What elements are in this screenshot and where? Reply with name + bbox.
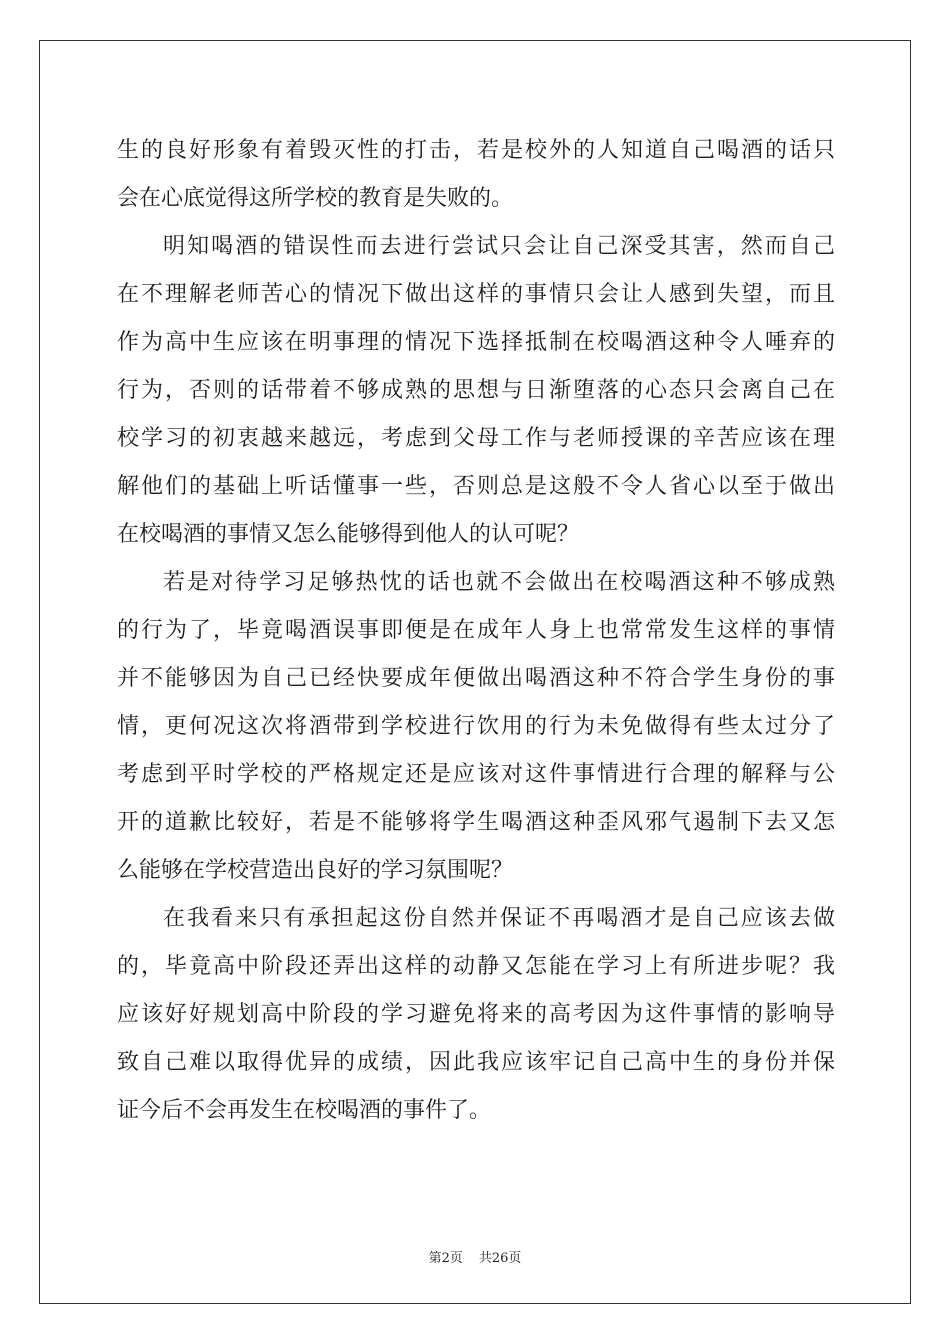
page-total: 共26页 [478,1251,522,1266]
paragraph [117,559,835,895]
text-line: 考虑到平时学校的严格规定还是应该对这件事情进行合理的解释与公 [117,762,835,787]
text-line: 若是对待学习足够热忱的话也就不会做出在校喝酒这种不够成熟 [163,570,835,595]
text-line: 在我看来只有承担起这份自然并保证不再喝酒才是自己应该去做 [163,906,835,931]
paragraph [117,223,835,559]
text-line: 在不理解老师苦心的情况下做出这样的事情只会让人感到失望，而且 [117,282,835,307]
text-line: 在校喝酒的事情又怎么能够得到他人的认可呢？ [117,522,580,547]
paragraph [117,127,835,223]
text-line: 校学习的初衷越来越远，考虑到父母工作与老师授课的辛苦应该在理 [117,426,835,451]
page-number: 第2页 [428,1251,463,1266]
text-line: 解他们的基础上听话懂事一些，否则总是这般不令人省心以至于做出 [117,474,835,499]
document-body [117,127,835,1135]
text-line: 生的良好形象有着毁灭性的打击，若是校外的人知道自己喝酒的话只 [117,138,835,163]
text-line: 的行为了，毕竟喝酒误事即便是在成年人身上也常常发生这样的事情 [117,618,835,643]
text-line: 情，更何况这次将酒带到学校进行饮用的行为未免做得有些太过分了 [117,714,835,739]
text-line: 的，毕竟高中阶段还弄出这样的动静又怎能在学习上有所进步呢？我 [117,954,835,979]
text-line: 行为，否则的话带着不够成熟的思想与日渐堕落的心态只会离自己在 [117,378,835,403]
text-line: 会在心底觉得这所学校的教育是失败的。 [117,186,514,211]
paragraph [117,895,835,1135]
text-line: 开的道歉比较好，若是不能够将学生喝酒这种歪风邪气遏制下去又怎 [117,810,835,835]
text-line: 证今后不会再发生在校喝酒的事件了。 [117,1098,492,1123]
text-line: 么能够在学校营造出良好的学习氛围呢？ [117,858,514,883]
text-line: 致自己难以取得优异的成绩，因此我应该牢记自己高中生的身份并保 [117,1050,835,1075]
text-line: 明知喝酒的错误性而去进行尝试只会让自己深受其害，然而自己 [163,234,835,259]
text-line: 作为高中生应该在明事理的情况下选择抵制在校喝酒这种令人唾弃的 [117,330,835,355]
page-footer [0,1247,950,1266]
text-line: 并不能够因为自己已经快要成年便做出喝酒这种不符合学生身份的事 [117,666,835,691]
text-line: 应该好好规划高中阶段的学习避免将来的高考因为这件事情的影响导 [117,1002,835,1027]
